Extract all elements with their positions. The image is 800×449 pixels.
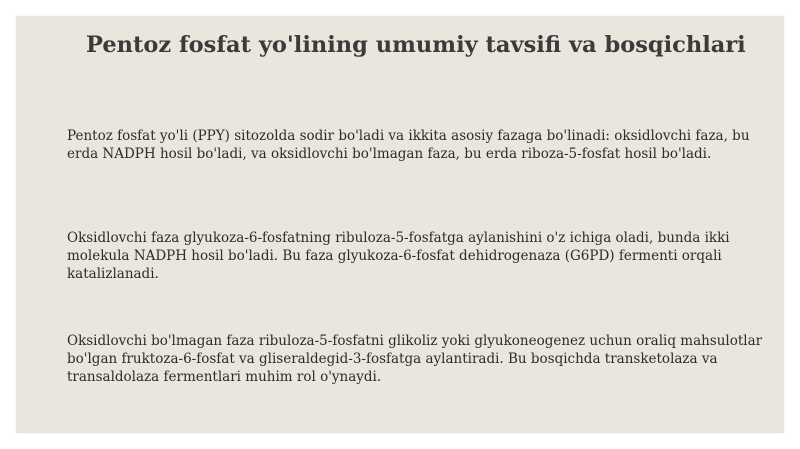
slide	[16, 16, 784, 433]
paragraph-oxidative-phase: Oksidlovchi faza glyukoza-6-fosfatning ribuloza-5-fosfatga aylanishini o'z ichiga oladi, bunda ikki molekula NADPH hosil bo'ladi. Bu faza glyukoza-6-fosfat dehidrogenaza (G6PD) fermenti orqali katalizlanadi.	[67, 230, 730, 282]
paragraph-overview: Pentoz fosfat yo'li (PPY) sitozolda sodir bo'ladi va ikkita asosiy fazaga bo'linadi: oksidlovchi faza, bu erda NADPH hosil bo'ladi, va oksidlovchi bo'lmagan faza, bu erda riboza-5-fosfat hosil bo'ladi.	[67, 128, 750, 162]
slide-title: Pentoz fosfat yo'lining umumiy tavsifi va bosqichlari	[86, 32, 746, 58]
paragraph-non-oxidative-phase: Oksidlovchi bo'lmagan faza ribuloza-5-fosfatni glikoliz yoki glyukoneogenez uchun oraliq mahsulotlar bo'lgan fruktoza-6-fosfat va gliseraldegid-3-fosfatga aylantiradi. Bu bosqichda transketolaza va transaldolaza fermentlari muhim rol o'ynaydi.	[67, 333, 763, 385]
